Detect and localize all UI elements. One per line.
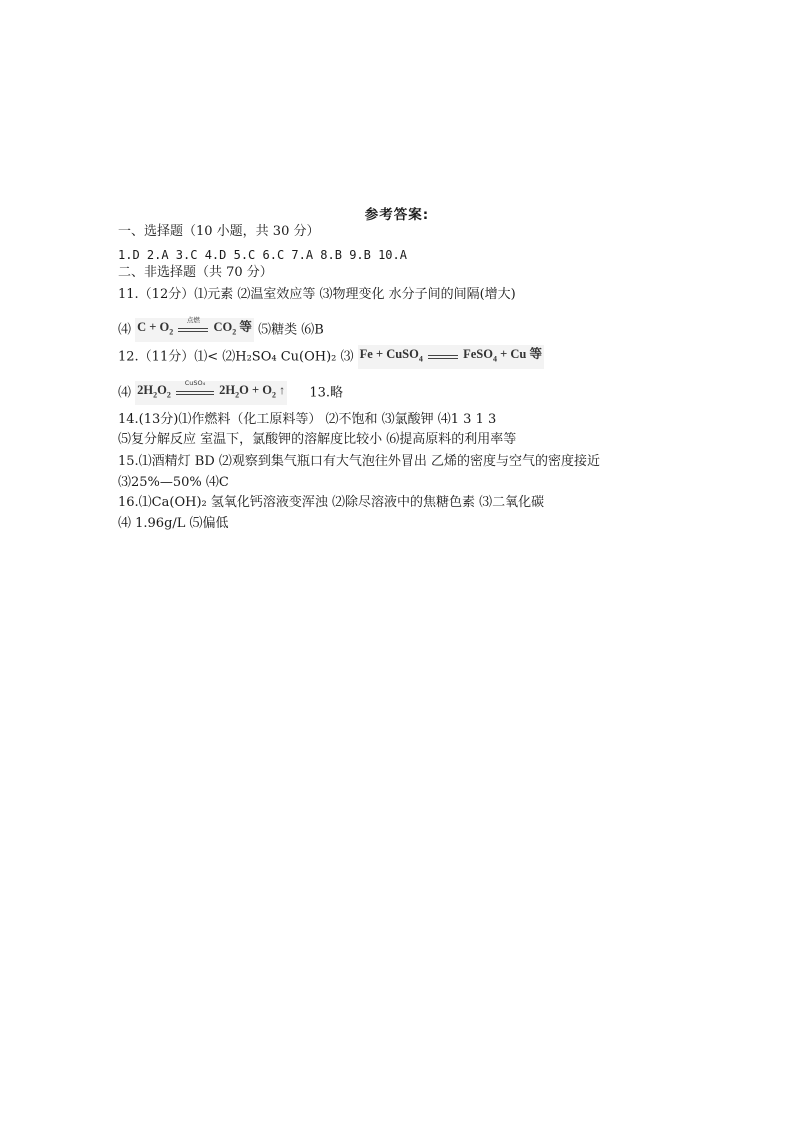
- answer-q11-line2: [118, 318, 324, 342]
- reaction-equals-sign: [428, 349, 458, 361]
- choice-answers: 1.D 2.A 3.C 4.D 5.C 6.C 7.A 8.B 9.B 10.A: [118, 248, 407, 262]
- answer-q12-line1: 12.（11分）⑴< ⑵H₂SO₄ Cu(OH)₂ ⑶ Fe + CuSO$_4$ FeSO$_4$ + Cu 等: [118, 345, 544, 369]
- part-label: ⑷: [118, 385, 132, 401]
- gas-up-arrow-icon: ↑: [279, 383, 286, 397]
- reaction-condition: 点燃: [186, 316, 200, 325]
- answer-q15-line1: 15.⑴酒精灯 BD ⑵观察到集气瓶口有大气泡往外冒出 乙烯的密度与空气的密度接近: [118, 454, 601, 469]
- answer-q13: 13.略: [309, 385, 344, 401]
- answer-q16-line1: 16.⑴Ca(OH)₂ 氢氧化钙溶液变浑浊 ⑵除尽溶液中的焦糖色素 ⑶二氧化碳: [118, 495, 545, 510]
- page-title: 参考答案:: [364, 207, 430, 223]
- section-heading-choice: 一、选择题（10 小题，共 30 分）: [118, 224, 320, 239]
- answer-q11-rest: ⑸糖类 ⑹B: [258, 322, 324, 338]
- reaction-equals-sign: [178, 316, 208, 334]
- answer-q12-line2: [118, 381, 343, 405]
- section-heading-nonchoice: 二、非选择题（共 70 分）: [118, 265, 273, 280]
- equation-iron-copper-sulfate: Fe + CuSO$_4$ FeSO$_4$ + Cu 等: [358, 345, 544, 369]
- answer-q16-line2: ⑷ 1.96g/L ⑸偏低: [118, 516, 229, 531]
- equation-peroxide-decomposition: $2H_2O_2$ CuSO₄ $2H_2O + O_2$ ↑: [135, 381, 287, 405]
- answer-q15-line2: ⑶25%—50% ⑷C: [118, 475, 229, 490]
- reaction-condition: CuSO₄: [184, 379, 206, 388]
- answer-q14-line1: 14.(13分)⑴作燃料（化工原料等） ⑵不饱和 ⑶氯酸钾 ⑷1 3 1 3: [118, 412, 497, 427]
- answer-q11-line1: 11.（12分）⑴元素 ⑵温室效应等 ⑶物理变化 水分子间的间隔(增大): [118, 287, 516, 302]
- answer-q14-line2: ⑸复分解反应 室温下，氯酸钾的溶解度比较小 ⑹提高原料的利用率等: [118, 432, 517, 447]
- part-label: ⑷: [118, 322, 132, 338]
- reaction-equals-sign: [176, 379, 214, 397]
- equation-carbon-combustion: $C + O_2$ 点燃 $CO_2$ 等: [135, 318, 254, 342]
